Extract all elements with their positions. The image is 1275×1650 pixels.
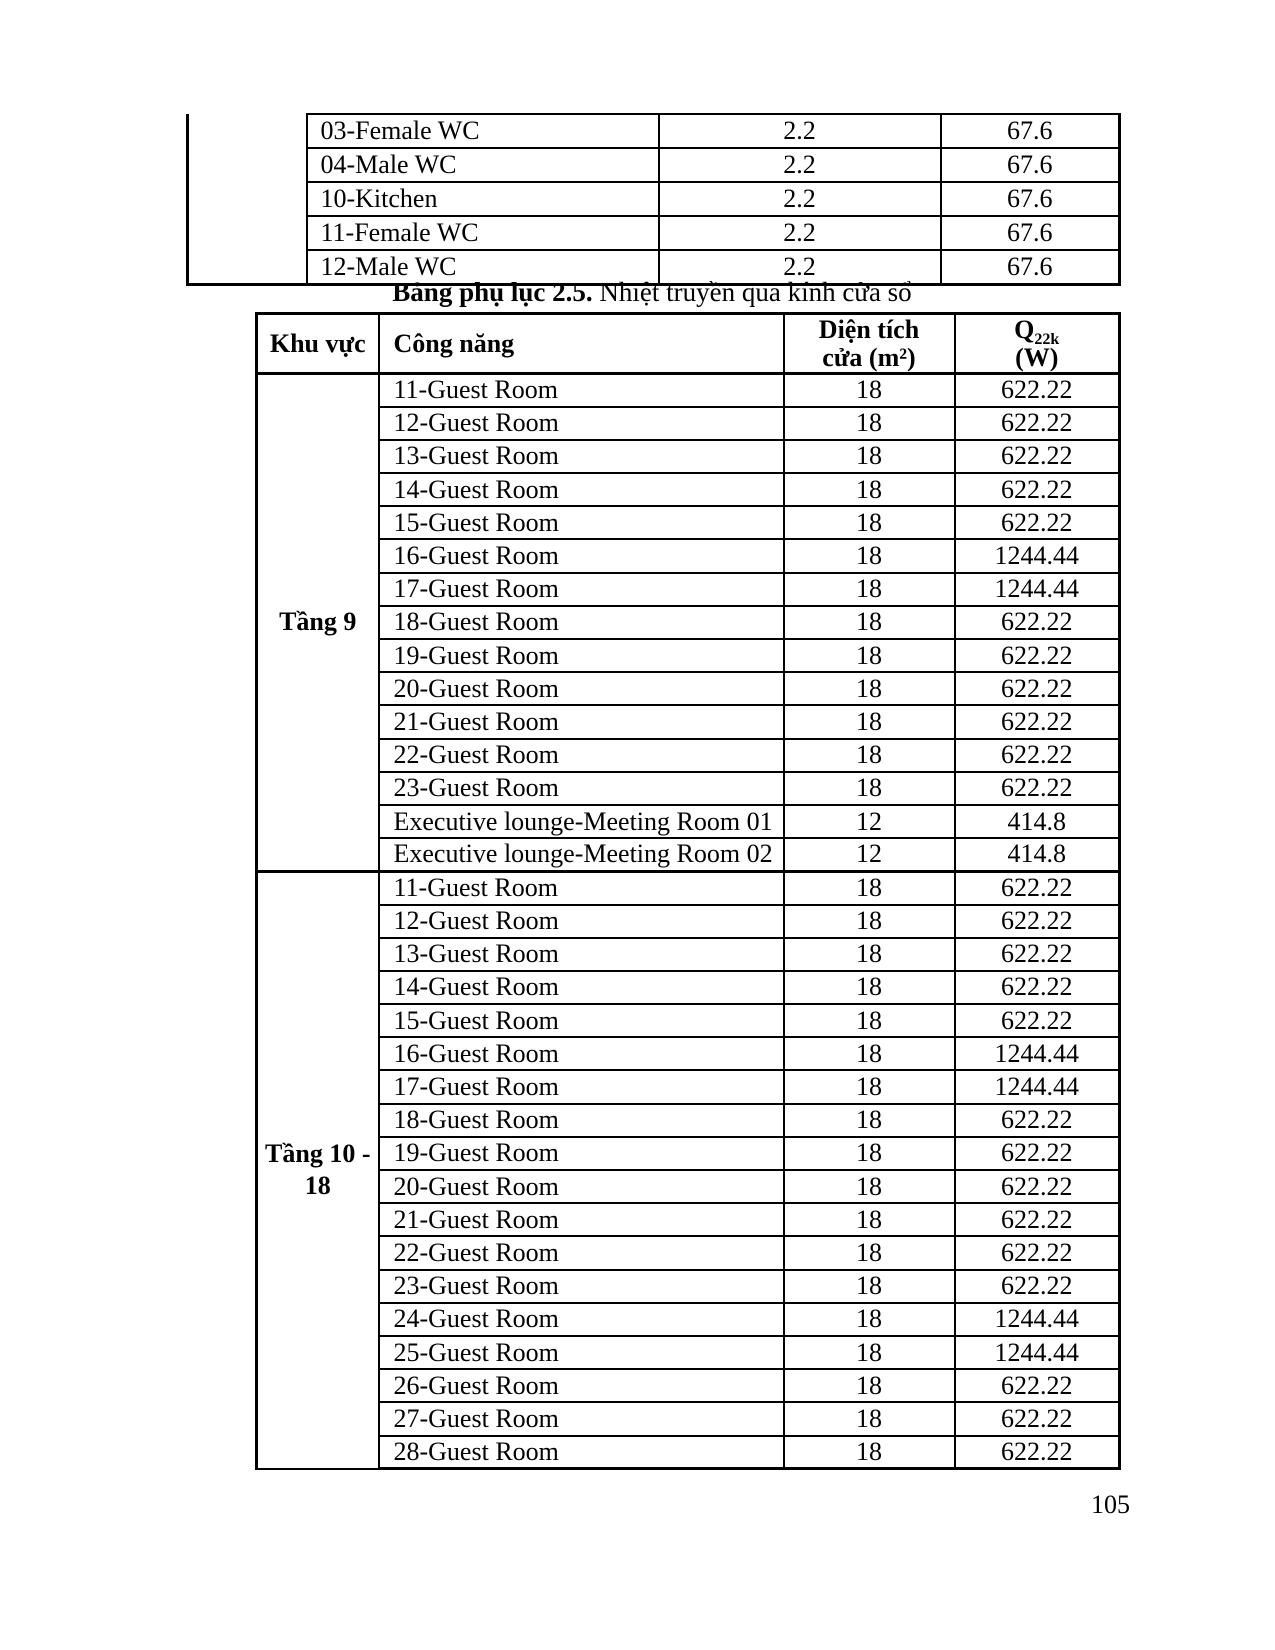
q-value-cell: 622.22 [955,672,1120,705]
table-row [257,606,1120,639]
table-row [257,407,1120,440]
table-row [257,1004,1120,1037]
door-area-cell: 18 [784,705,955,738]
door-area-cell: 18 [784,1303,955,1336]
table-row [257,905,1120,938]
table-row [188,216,1120,250]
table-row [257,1070,1120,1103]
table-row [257,705,1120,738]
room-name-cell: 20-Guest Room [379,672,784,705]
room-name-cell: 22-Guest Room [379,1236,784,1269]
room-name-cell: 26-Guest Room [379,1369,784,1402]
header-function: Công năng [379,314,784,374]
q-value-cell: 622.22 [955,871,1120,904]
q-value-cell: 622.22 [955,1203,1120,1236]
zone-cell-empty [188,114,307,285]
q-value-cell: 622.22 [955,739,1120,772]
room-name-cell: 12-Male WC [307,250,659,285]
door-area-cell: 18 [784,473,955,506]
room-name-cell: 21-Guest Room [379,705,784,738]
header-door-area: Diện tích cửa (m²) [784,314,955,374]
room-name-cell: 17-Guest Room [379,573,784,606]
q-value-cell: 1244.44 [955,1070,1120,1103]
door-area-cell: 18 [784,1336,955,1369]
door-area-cell: 18 [784,573,955,606]
table-row [257,1037,1120,1070]
caption-label: Bảng phụ lục 2.5. [392,277,593,307]
q-value-cell: 414.8 [955,838,1120,871]
door-area-cell: 18 [784,1236,955,1269]
table-row [257,838,1120,871]
room-name-cell: 13-Guest Room [379,938,784,971]
page-number: 105 [1091,1490,1130,1519]
door-area-cell: 18 [784,1270,955,1303]
table-row [257,1369,1120,1402]
table-row [257,805,1120,838]
q-value-cell: 622.22 [955,772,1120,805]
room-name-cell: 24-Guest Room [379,1303,784,1336]
room-name-cell: 15-Guest Room [379,506,784,539]
table-row [257,772,1120,805]
room-name-cell: 18-Guest Room [379,1104,784,1137]
room-name-cell: 11-Female WC [307,216,659,250]
q-value-cell: 622.22 [955,374,1120,407]
door-area-cell: 18 [784,938,955,971]
table-row [188,148,1120,182]
table-row [257,1236,1120,1269]
table-caption [186,275,1118,309]
room-name-cell: 22-Guest Room [379,739,784,772]
table-row [257,1170,1120,1203]
room-name-cell: 19-Guest Room [379,639,784,672]
table-row [257,374,1120,407]
caption-text: Nhiệt truyền qua kính cửa sổ [592,277,912,307]
room-name-cell: 23-Guest Room [379,1270,784,1303]
room-name-cell: 04-Male WC [307,148,659,182]
door-area-cell: 2.2 [659,216,941,250]
section-tang-10-18 [257,871,1120,1468]
table-row [257,473,1120,506]
q-value-cell: 622.22 [955,1004,1120,1037]
room-name-cell: 16-Guest Room [379,539,784,572]
table-row [257,506,1120,539]
door-area-cell: 2.2 [659,148,941,182]
door-area-cell: 18 [784,1004,955,1037]
room-name-cell: 28-Guest Room [379,1436,784,1469]
room-name-cell: 14-Guest Room [379,971,784,1004]
room-name-cell: 20-Guest Room [379,1170,784,1203]
q-value-cell: 622.22 [955,938,1120,971]
zone-cell: Tầng 9 [257,374,379,872]
room-name-cell: Executive lounge-Meeting Room 02 [379,838,784,871]
door-area-cell: 18 [784,1203,955,1236]
q-value-cell: 622.22 [955,905,1120,938]
door-area-cell: 18 [784,772,955,805]
door-area-cell: 18 [784,440,955,473]
door-area-cell: 18 [784,407,955,440]
q-value-cell: 622.22 [955,1436,1120,1469]
room-name-cell: 12-Guest Room [379,905,784,938]
q-value-cell: 622.22 [955,705,1120,738]
door-area-cell: 18 [784,606,955,639]
q-value-cell: 622.22 [955,407,1120,440]
q-value-cell: 1244.44 [955,1037,1120,1070]
room-name-cell: 11-Guest Room [379,374,784,407]
table-row [188,114,1120,148]
door-area-cell: 18 [784,539,955,572]
q-value-cell: 1244.44 [955,573,1120,606]
room-name-cell: 19-Guest Room [379,1137,784,1170]
room-name-cell: 14-Guest Room [379,473,784,506]
door-area-cell: 18 [784,1137,955,1170]
table-row [257,672,1120,705]
table-row [257,938,1120,971]
table-row [257,1270,1120,1303]
q-value-cell: 67.6 [941,250,1120,285]
table-row [257,1203,1120,1236]
q-value-cell: 67.6 [941,114,1120,148]
q-value-cell: 1244.44 [955,539,1120,572]
table-row [257,539,1120,572]
zone-cell: Tầng 10 - 18 [257,871,379,1468]
header-row [257,314,1120,374]
room-name-cell: 17-Guest Room [379,1070,784,1103]
room-name-cell: 18-Guest Room [379,606,784,639]
header-zone: Khu vực [257,314,379,374]
section-tang-9 [257,374,1120,872]
header-q22k: $Q_{22k}$ (W) [955,314,1120,374]
door-area-cell: 18 [784,905,955,938]
table-row [257,440,1120,473]
table-row [257,1137,1120,1170]
q-value-cell: 622.22 [955,1170,1120,1203]
door-area-cell: 18 [784,1369,955,1402]
room-name-cell: 25-Guest Room [379,1336,784,1369]
q-value-cell: 622.22 [955,1236,1120,1269]
door-area-cell: 18 [784,1070,955,1103]
room-name-cell: 16-Guest Room [379,1037,784,1070]
q-value-cell: 622.22 [955,606,1120,639]
table-row [257,1104,1120,1137]
q-value-cell: 622.22 [955,506,1120,539]
room-name-cell: 11-Guest Room [379,871,784,904]
q-value-cell: 1244.44 [955,1336,1120,1369]
q-value-cell: 67.6 [941,216,1120,250]
q-value-cell: 622.22 [955,473,1120,506]
table-row [257,739,1120,772]
room-name-cell: 03-Female WC [307,114,659,148]
door-area-cell: 18 [784,506,955,539]
door-area-cell: 18 [784,971,955,1004]
door-area-cell: 2.2 [659,182,941,216]
q-value-cell: 622.22 [955,971,1120,1004]
room-name-cell: 27-Guest Room [379,1402,784,1435]
q-value-cell: 622.22 [955,1104,1120,1137]
table-row [257,639,1120,672]
door-area-cell: 18 [784,871,955,904]
door-area-cell: 18 [784,374,955,407]
q-value-cell: 622.22 [955,1270,1120,1303]
door-area-cell: 18 [784,1170,955,1203]
appendix-table-2-5 [255,312,1121,1470]
table-row [257,1303,1120,1336]
door-area-cell: 18 [784,1402,955,1435]
door-area-cell: 18 [784,1436,955,1469]
continuation-table-body [188,114,1120,285]
room-name-cell: Executive lounge-Meeting Room 01 [379,805,784,838]
table-row [257,1402,1120,1435]
door-area-cell: 18 [784,672,955,705]
room-name-cell: 10-Kitchen [307,182,659,216]
q-value-cell: 67.6 [941,182,1120,216]
table-row [257,1436,1120,1469]
door-area-cell: 2.2 [659,250,941,285]
room-name-cell: 12-Guest Room [379,407,784,440]
q-value-cell: 622.22 [955,639,1120,672]
q-value-cell: 67.6 [941,148,1120,182]
q-value-cell: 622.22 [955,1402,1120,1435]
table-row [188,182,1120,216]
q-value-cell: 1244.44 [955,1303,1120,1336]
q-value-cell: 622.22 [955,1137,1120,1170]
door-area-cell: 12 [784,805,955,838]
table-row [257,871,1120,904]
door-area-cell: 18 [784,1104,955,1137]
continuation-table [186,113,1121,286]
door-area-cell: 2.2 [659,114,941,148]
table-row [257,1336,1120,1369]
q-value-cell: 414.8 [955,805,1120,838]
door-area-cell: 12 [784,838,955,871]
table-row [257,573,1120,606]
door-area-cell: 18 [784,639,955,672]
q-value-cell: 622.22 [955,440,1120,473]
table-row [257,971,1120,1004]
room-name-cell: 13-Guest Room [379,440,784,473]
door-area-cell: 18 [784,1037,955,1070]
room-name-cell: 21-Guest Room [379,1203,784,1236]
room-name-cell: 15-Guest Room [379,1004,784,1037]
q-value-cell: 622.22 [955,1369,1120,1402]
room-name-cell: 23-Guest Room [379,772,784,805]
door-area-cell: 18 [784,739,955,772]
